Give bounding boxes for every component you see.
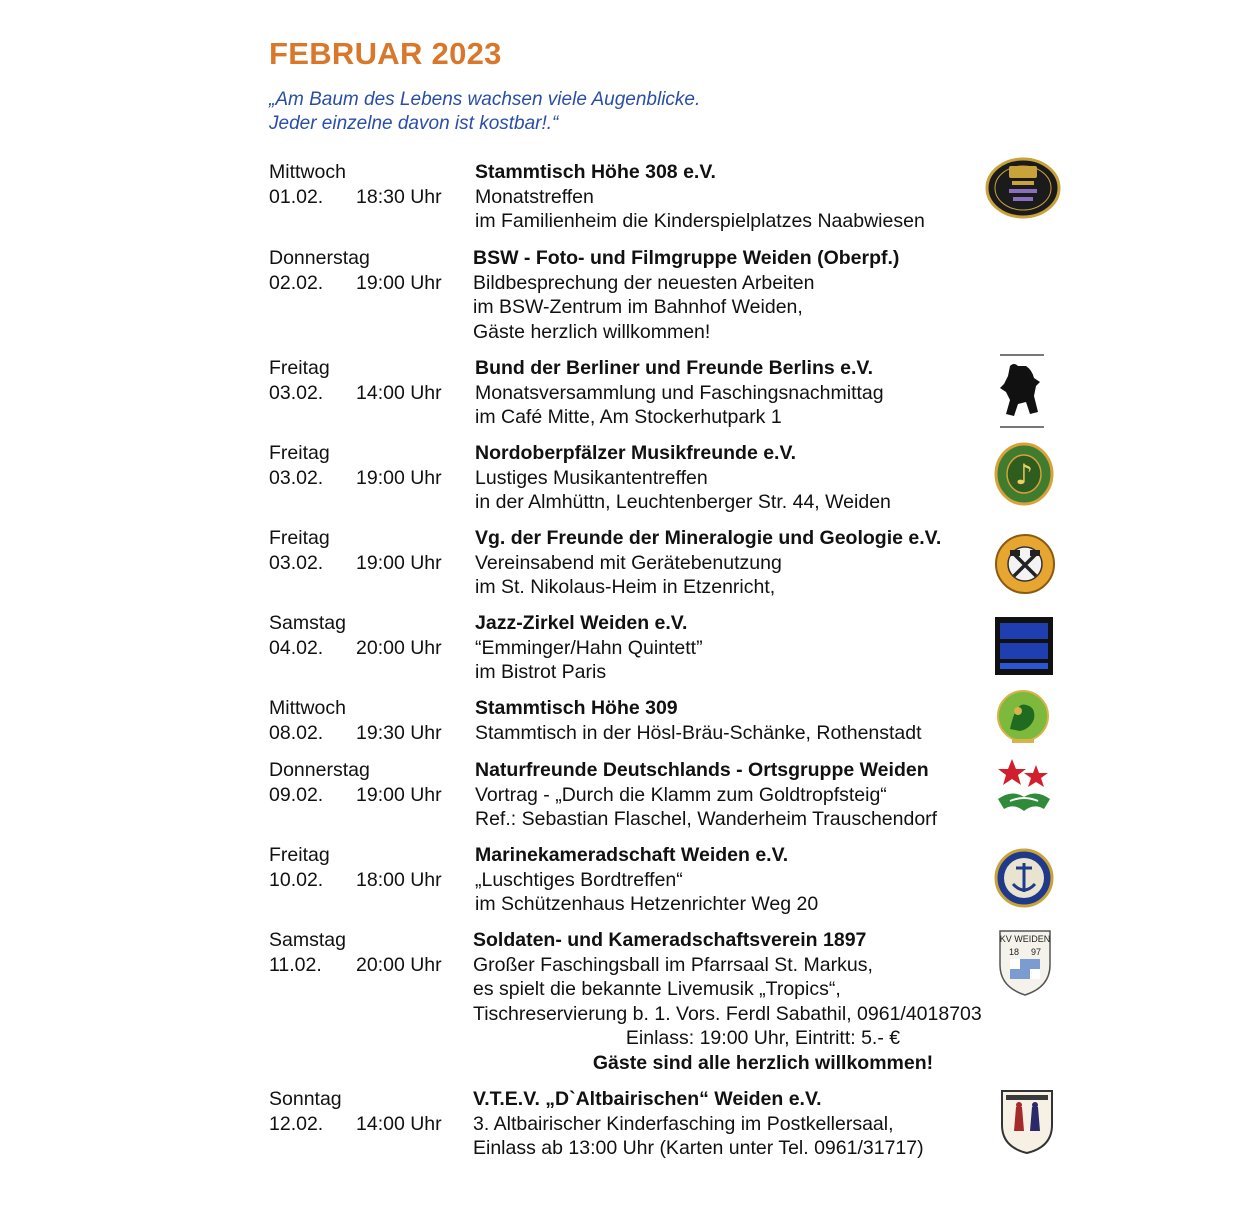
event-detail: Großer Faschingsball im Pfarrsaal St. Markus, [473,953,873,976]
event-detail: Stammtisch in der Hösl-Bräu-Schänke, Rothenstadt [475,721,922,744]
event-organizer: Vg. der Freunde der Mineralogie und Geologie e.V. [475,527,942,549]
page-title: FEBRUAR 2023 [269,36,502,71]
event-date: 11.02. [269,953,322,976]
event-date: 04.02. [269,636,324,659]
event-organizer: BSW - Foto- und Filmgruppe Weiden (Oberpf.) [473,247,900,269]
event-detail: Bildbesprechung der neuesten Arbeiten [473,271,815,294]
event-time: 19:00 Uhr [356,551,442,574]
event-day: Freitag [269,442,330,464]
event-time: 19:00 Uhr [356,466,442,489]
event-detail: im Schützenhaus Hetzenrichter Weg 20 [475,893,819,915]
stammtisch-308-badge-icon [985,156,1061,220]
berlin-bear-icon [996,352,1048,432]
event-time: 20:00 Uhr [356,953,442,976]
event-detail: Lustiges Musikantentreffen [475,466,708,489]
musikfreunde-clef-icon [994,442,1054,506]
event-time: 18:30 Uhr [356,185,442,208]
svg-text:♪: ♪ [1015,458,1033,491]
quote [269,88,700,136]
event-date: 03.02. [269,466,324,489]
event-detail: Monatsversammlung und Faschingsnachmittag [475,381,884,404]
event-detail: im Familienheim die Kinderspielplatzes Naabwiesen [475,210,925,232]
event-organizer: Naturfreunde Deutschlands - Ortsgruppe Weiden [475,759,929,781]
event-day: Sonntag [269,1088,342,1110]
event-detail: Vortrag - „Durch die Klamm zum Goldtropfsteig“ [475,783,887,806]
event-date: 08.02. [269,721,324,744]
event-organizer: Nordoberpfälzer Musikfreunde e.V. [475,442,797,464]
event-time: 14:00 Uhr [356,1112,442,1135]
event-date: 03.02. [269,551,324,574]
stammtisch-309-icon [996,689,1050,747]
event-organizer: Stammtisch Höhe 308 e.V. [475,161,716,183]
event-detail: Tischreservierung b. 1. Vors. Ferdl Sabathil, 0961/4018703 [473,1002,982,1025]
event-detail: Monatstreffen [475,185,594,208]
jazz-zirkel-icon [995,617,1053,675]
event-detail: im St. Nikolaus-Heim in Etzenricht, [475,576,776,598]
event-organizer: Jazz-Zirkel Weiden e.V. [475,612,688,634]
event-detail: “Emminger/Hahn Quintett” [475,636,703,659]
event-day: Samstag [269,929,346,951]
crest-year: 97 [1030,947,1042,957]
event-detail: in der Almhüttn, Leuchtenberger Str. 44, Weiden [475,491,891,513]
event-admission: Einlass: 19:00 Uhr, Eintritt: 5.- € [625,1027,901,1049]
event-organizer: Bund der Berliner und Freunde Berlins e.V. [475,357,874,379]
quote-line: Jeder einzelne davon ist kostbar!.“ [269,113,559,134]
event-time: 19:00 Uhr [356,783,442,806]
naturfreunde-hands-icon [994,755,1054,819]
marine-anchor-icon [994,848,1054,908]
event-detail: es spielt die bekannte Livemusik „Tropics“, [473,978,841,1000]
kv-weiden-crest-icon [994,925,1056,997]
event-day: Freitag [269,844,330,866]
event-detail: Gäste herzlich willkommen! [473,320,711,343]
event-day: Samstag [269,612,346,634]
event-detail: Ref.: Sebastian Flaschel, Wanderheim Trauschendorf [475,808,938,830]
event-organizer: Soldaten- und Kameradschaftsverein 1897 [473,929,867,951]
crest-label: KV WEIDEN [999,934,1051,944]
event-day: Freitag [269,527,330,549]
event-organizer: Marinekameradschaft Weiden e.V. [475,844,789,866]
event-date: 02.02. [269,271,324,294]
event-date: 12.02. [269,1112,324,1135]
event-time: 20:00 Uhr [356,636,442,659]
quote-line: „Am Baum des Lebens wachsen viele Augenblicke. [269,89,701,110]
event-detail: im Café Mitte, Am Stockerhutpark 1 [475,406,782,428]
event-day: Donnerstag [269,247,370,269]
event-organizer: V.T.E.V. „D`Altbairischen“ Weiden e.V. [473,1088,822,1110]
event-day: Mittwoch [269,697,346,719]
event-organizer: Stammtisch Höhe 309 [475,697,678,719]
event-date: 10.02. [269,868,324,891]
event-detail: im Bistrot Paris [475,661,607,683]
event-date: 09.02. [269,783,324,806]
event-time: 14:00 Uhr [356,381,442,404]
event-day: Freitag [269,357,330,379]
crest-year: 18 [1008,947,1020,957]
event-day: Donnerstag [269,759,370,781]
event-time: 18:00 Uhr [356,868,442,891]
mineralogie-hammer-icon [994,532,1056,596]
event-detail: 3. Altbairischer Kinderfasching im Postkellersaal, [473,1112,894,1135]
event-day: Mittwoch [269,161,346,183]
altbairischen-crest-icon [998,1085,1056,1155]
event-date: 03.02. [269,381,324,404]
event-welcome: Gäste sind alle herzlich willkommen! [592,1051,934,1074]
event-time: 19:30 Uhr [356,721,442,744]
event-date: 01.02. [269,185,324,208]
event-detail: im BSW-Zentrum im Bahnhof Weiden, [473,296,803,318]
event-detail: Einlass ab 13:00 Uhr (Karten unter Tel. 0961/31717) [473,1137,924,1159]
event-time: 19:00 Uhr [356,271,442,294]
event-detail: Vereinsabend mit Gerätebenutzung [475,551,782,574]
event-detail: „Luschtiges Bordtreffen“ [475,868,683,891]
